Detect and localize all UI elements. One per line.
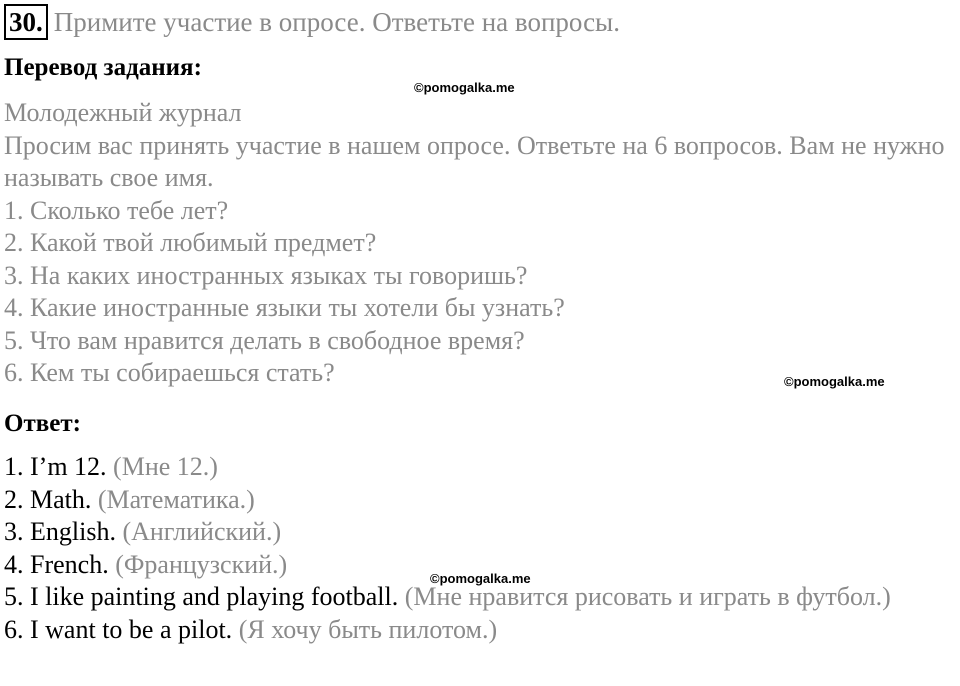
- task-number: 30.: [4, 4, 48, 40]
- answer-item: [4, 516, 956, 549]
- translation-block: [4, 97, 956, 390]
- answer-item: [4, 614, 956, 647]
- question-5: 5. Что вам нравится делать в свободное время?: [4, 325, 525, 355]
- answer-en: 1. I’m 12.: [4, 452, 107, 481]
- survey-intro: Просим вас принять участие в нашем опросе. Ответьте на 6 вопросов. Вам не нужно называть свое имя.: [4, 130, 945, 192]
- watermark: ©pomogalka.me: [784, 374, 885, 389]
- answer-ru: (Французский.): [115, 549, 288, 579]
- answer-item: [4, 451, 956, 484]
- answer-en: 4. French.: [4, 549, 109, 579]
- task-text: Примите участие в опросе. Ответьте на вопросы.: [53, 7, 620, 37]
- answer-ru: (Математика.): [97, 484, 255, 514]
- question-6: 6. Кем ты собираешься стать?: [4, 358, 335, 387]
- answer-en: 6. I want to be a pilot.: [4, 614, 233, 644]
- answer-en: 2. Math.: [4, 484, 92, 514]
- question-1: 1. Сколько тебе лет?: [4, 195, 229, 225]
- task-header: [4, 4, 620, 40]
- answer-ru: (Я хочу быть пилотом.): [238, 614, 498, 644]
- answer-en: 5. I like painting and playing football.: [4, 582, 399, 611]
- answer-item: [4, 484, 956, 517]
- answer-ru: (Мне 12.): [113, 452, 218, 481]
- answer-ru: (Мне нравится рисовать и играть в футбол.): [404, 582, 891, 611]
- watermark: ©pomogalka.me: [414, 80, 515, 95]
- magazine-title: Молодежный журнал: [4, 98, 242, 127]
- answer-ru: (Английский.): [122, 517, 282, 546]
- question-4: 4. Какие иностранные языки ты хотели бы узнать?: [4, 293, 565, 322]
- answer-en: 3. English.: [4, 517, 116, 546]
- answer-list: [4, 451, 956, 646]
- question-2: 2. Какой твой любимый предмет?: [4, 228, 377, 257]
- answer-heading: Ответ:: [4, 410, 81, 437]
- translation-heading: Перевод задания:: [4, 54, 202, 81]
- question-3: 3. На каких иностранных языках ты говоришь?: [4, 260, 528, 290]
- watermark: ©pomogalka.me: [430, 571, 531, 586]
